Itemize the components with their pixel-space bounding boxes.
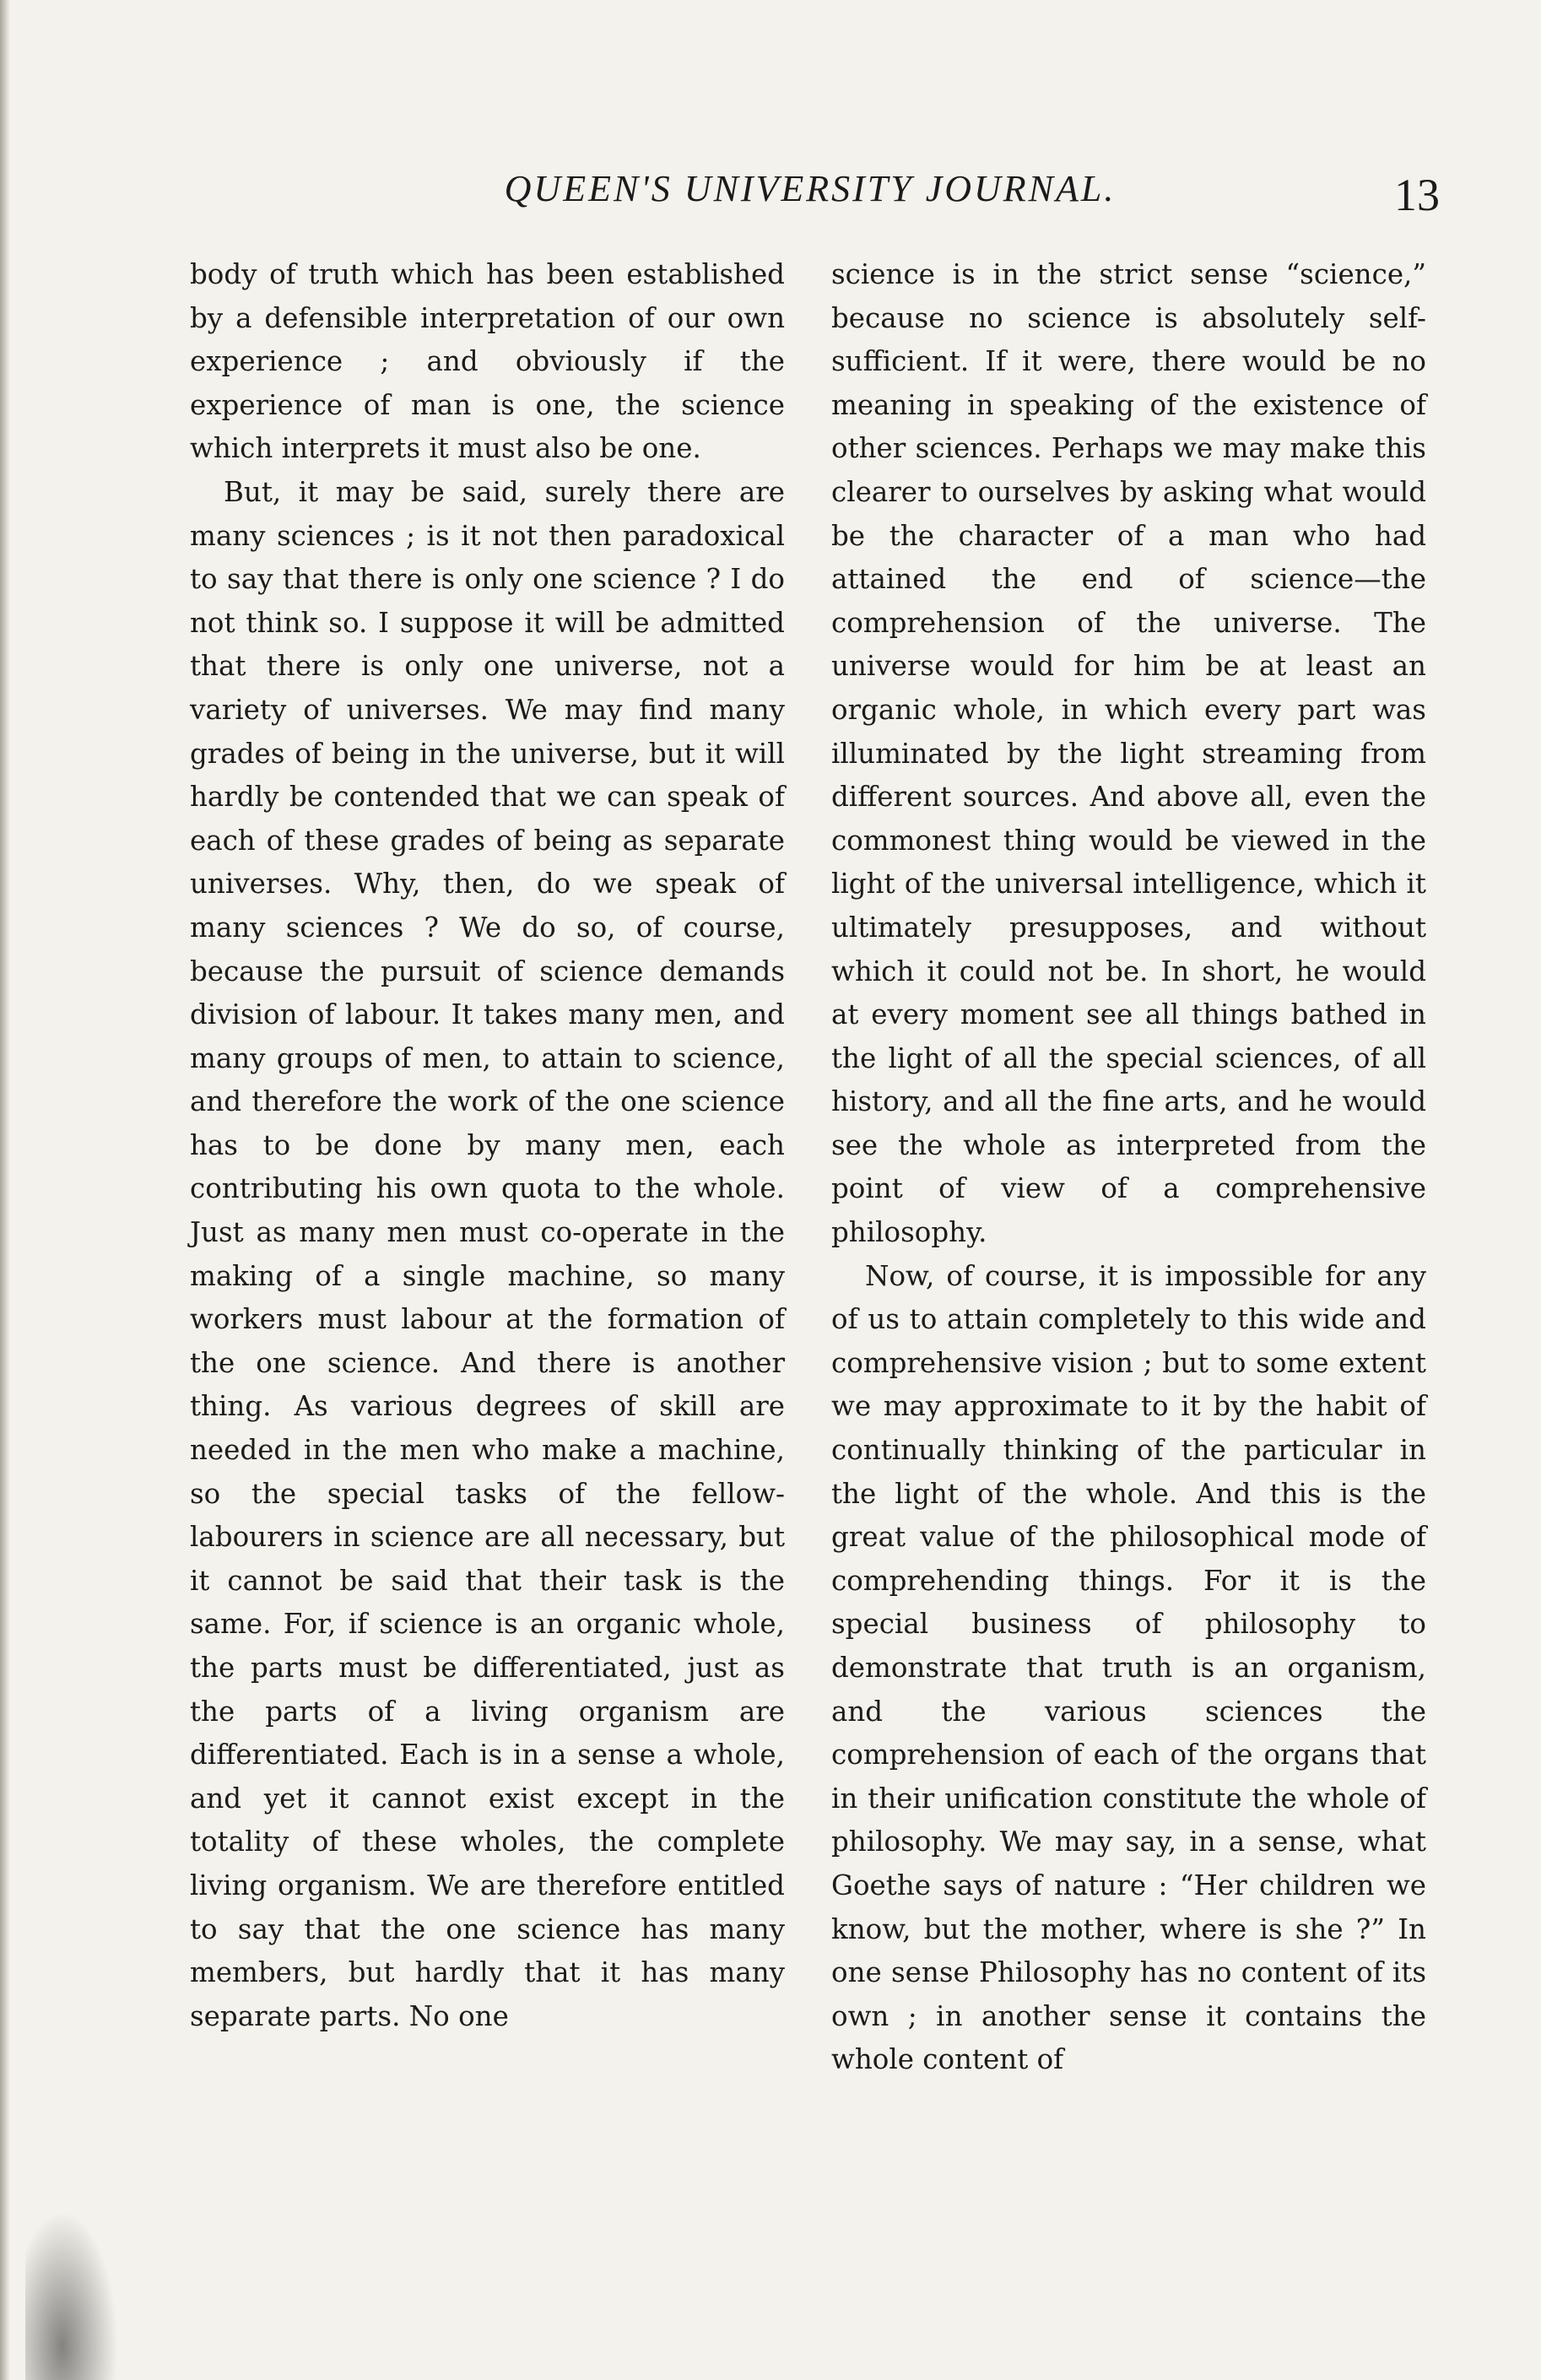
page-number: 13 (1394, 170, 1440, 220)
ink-smudge (25, 2211, 118, 2380)
right-paragraph-1: science is in the strict sense “science,” because no science is absolutely self-sufficient. If it were, there would be no meaning in speaking of the existence of other sciences. Perhaps we may make this clearer to ourselves by asking what would be the character of a man who had attained the end of science—the comprehension of the universe. The universe would for him be at least an organic whole, in which every part was illuminated by the light streaming from different sources. And above all, even the commonest thing would be viewed in the light of the universal intelligence, which it ultimately presupposes, and without which it could not be. In short, he would at every moment see all things bathed in the light of all the special sciences, of all history, and all the fine arts, and he would see the whole as interpreted from the point of view of a comprehensive philosophy. (831, 258, 1426, 1249)
left-column (190, 253, 785, 2038)
left-paragraph-1: body of truth which has been established by a defensible interpretation of our own experience ; and obviously if the experience of man is one, the science which interprets it must also be one. (190, 258, 785, 465)
left-paragraph-2: But, it may be said, surely there are many sciences ; is it not then paradoxical to say that there is only one science ? I do not think so. I suppose it will be admitted that there is only one universe, not a variety of universes. We may find many grades of being in the universe, but it will hardly be contended that we can speak of each of these grades of being as separate universes. Why, then, do we speak of many sciences ? We do so, of course, because the pursuit of science demands division of labour. It takes many men, and many groups of men, to attain to science, and therefore the work of the one science has to be done by many men, each contributing his own quota to the whole. Just as many men must co-operate in the making of a single machine, so many workers must labour at the formation of the one science. And there is another thing. As various degrees of skill are needed in the men who make a machine, so the special tasks of the fellow-labourers in science are all necessary, but it cannot be said that their task is the same. For, if science is an organic whole, the parts must be differentiated, just as the parts of a living organism are differentiated. Each is in a sense a whole, and yet it cannot exist except in the totality of these wholes, the complete living organism. We are therefore entitled to say that the one science has many members, but hardly that it has many separate parts. No one (190, 475, 785, 2032)
page-edge-shadow (0, 0, 10, 2380)
running-header: QUEEN'S UNIVERSITY JOURNAL. (504, 168, 1117, 209)
right-column (831, 253, 1426, 2082)
right-paragraph-2: Now, of course, it is impossible for any of us to attain completely to this wide and comprehensive vision ; but to some extent we may approximate to it by the habit of continually thinking of the particular in the light of the whole. And this is the great value of the philosophical mode of comprehending things. For it is the special business of philosophy to demonstrate that truth is an organism, and the various sciences the comprehension of each of the organs that in their unification constitute the whole of philosophy. We may say, in a sense, what Goethe says of nature : “Her children we know, but the mother, where is she ?” In one sense Philosophy has no content of its own ; in another sense it contains the whole content of (831, 1259, 1426, 2076)
